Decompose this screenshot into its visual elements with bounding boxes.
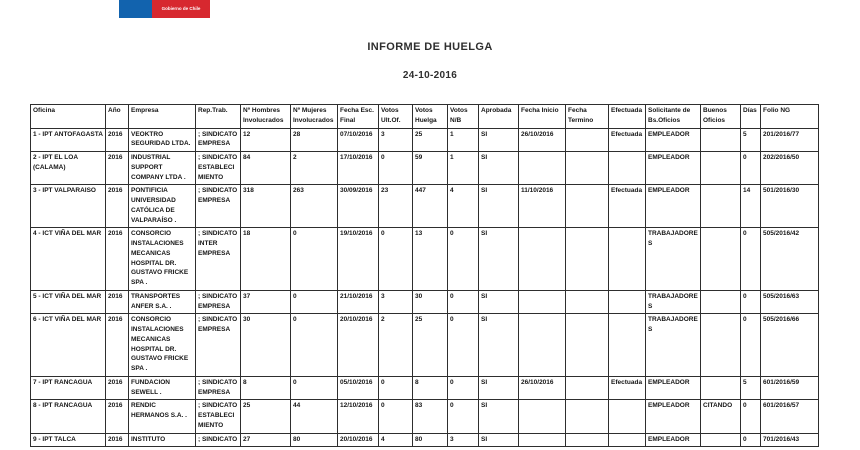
table-cell: 9 - IPT TALCA (31, 433, 106, 447)
table-cell: 0 (379, 376, 413, 400)
table-cell (701, 433, 741, 447)
table-cell: 2 (291, 152, 338, 185)
table-cell: ; SINDICATO EMPRESA (196, 376, 241, 400)
table-row (31, 314, 819, 377)
table-cell: 2016 (106, 228, 129, 291)
table-cell: ; SINDICATO INTER EMPRESA (196, 228, 241, 291)
table-cell: 1 - IPT ANTOFAGASTA (31, 128, 106, 152)
logo-red-block (152, 0, 210, 18)
column-header: Nº Mujeres Involucrados (291, 105, 338, 129)
table-cell (609, 314, 646, 377)
column-header: Efectuada (609, 105, 646, 129)
table-cell: 84 (241, 152, 291, 185)
table-row (31, 228, 819, 291)
table-cell: Efectuada (609, 185, 646, 228)
table-cell (519, 152, 566, 185)
table-cell: 26/10/2016 (519, 128, 566, 152)
table-cell (701, 314, 741, 377)
table-cell: 505/2016/66 (761, 314, 819, 377)
table-cell: 20/10/2016 (338, 314, 379, 377)
table-cell: 07/10/2016 (338, 128, 379, 152)
table-cell: 8 (413, 376, 448, 400)
table-cell: 25 (413, 314, 448, 377)
table-cell (701, 185, 741, 228)
column-header: Empresa (129, 105, 196, 129)
table-cell: 0 (741, 433, 761, 447)
table-cell (519, 228, 566, 291)
table-cell (519, 314, 566, 377)
table-cell: 5 (741, 128, 761, 152)
column-header: Votos Huelga (413, 105, 448, 129)
table-cell: 17/10/2016 (338, 152, 379, 185)
column-header: Solicitante de Bs.Oficios (646, 105, 701, 129)
column-header: Folio NG (761, 105, 819, 129)
table-cell: 601/2016/57 (761, 400, 819, 433)
table-cell: ; SINDICATO ESTABLECIMIENTO (196, 400, 241, 433)
table-cell (701, 290, 741, 314)
table-cell: 601/2016/59 (761, 376, 819, 400)
table-cell (566, 314, 609, 377)
table-cell: 2 (379, 314, 413, 377)
table-cell: TRABAJADORES (646, 228, 701, 291)
table-cell: 59 (413, 152, 448, 185)
table-cell: 1 (448, 152, 479, 185)
table-cell: 8 - IPT RANCAGUA (31, 400, 106, 433)
table-cell: 12 (241, 128, 291, 152)
table-cell: ; SINDICATO EMPRESA (196, 314, 241, 377)
report-table (30, 104, 819, 447)
table-row (31, 185, 819, 228)
gobierno-de-chile-logo (119, 0, 210, 18)
table-cell: 4 - ICT VIÑA DEL MAR (31, 228, 106, 291)
table-cell: 80 (291, 433, 338, 447)
table-cell: 0 (291, 228, 338, 291)
table-row (31, 433, 819, 447)
table-cell: 505/2016/42 (761, 228, 819, 291)
table-cell: 21/10/2016 (338, 290, 379, 314)
table-cell (566, 376, 609, 400)
table-cell: Efectuada (609, 128, 646, 152)
table-cell: 30 (413, 290, 448, 314)
table-cell: ; SINDICATO ESTABLECIMIENTO (196, 152, 241, 185)
table-cell: SI (479, 400, 519, 433)
table-cell: 0 (448, 376, 479, 400)
logo-blue-block (119, 0, 152, 18)
table-cell: 13 (413, 228, 448, 291)
table-cell: 2016 (106, 433, 129, 447)
table-cell: 30/09/2016 (338, 185, 379, 228)
table-cell: 2016 (106, 400, 129, 433)
column-header: Votos Ult.Of. (379, 105, 413, 129)
table-cell: 0 (741, 228, 761, 291)
table-cell: TRABAJADORES (646, 314, 701, 377)
table-cell (566, 290, 609, 314)
table-cell (566, 228, 609, 291)
table-cell: INDUSTRIAL SUPPORT COMPANY LTDA . (129, 152, 196, 185)
table-header-row (31, 105, 819, 129)
table-cell: CONSORCIO INSTALACIONES MECANICAS HOSPITAL DR. GUSTAVO FRICKE SPA . (129, 228, 196, 291)
table-cell: 8 (241, 376, 291, 400)
table-cell: 0 (741, 400, 761, 433)
table-cell (566, 185, 609, 228)
table-cell: 3 (379, 290, 413, 314)
table-cell: EMPLEADOR (646, 152, 701, 185)
table-cell (609, 290, 646, 314)
table-cell: SI (479, 290, 519, 314)
column-header: Rep.Trab. (196, 105, 241, 129)
table-cell: TRANSPORTES ANFER S.A. . (129, 290, 196, 314)
table-cell: 0 (448, 290, 479, 314)
table-cell: 447 (413, 185, 448, 228)
table-cell: EMPLEADOR (646, 185, 701, 228)
table-cell: 0 (448, 228, 479, 291)
table-row (31, 376, 819, 400)
table-cell: 83 (413, 400, 448, 433)
column-header: Fecha Esc. Final (338, 105, 379, 129)
table-cell: 23 (379, 185, 413, 228)
table-cell: Efectuada (609, 376, 646, 400)
table-cell: ; SINDICATO EMPRESA (196, 128, 241, 152)
table-cell (566, 400, 609, 433)
table-cell: ; SINDICATO EMPRESA (196, 290, 241, 314)
report-date: 24-10-2016 (402, 70, 458, 81)
table-cell: 44 (291, 400, 338, 433)
table-row (31, 290, 819, 314)
table-cell: CITANDO (701, 400, 741, 433)
table-cell: SI (479, 128, 519, 152)
table-cell: 20/10/2016 (338, 433, 379, 447)
table-cell (701, 228, 741, 291)
table-cell: EMPLEADOR (646, 128, 701, 152)
table-cell: 201/2016/77 (761, 128, 819, 152)
table-cell: 0 (291, 376, 338, 400)
table-cell: 2016 (106, 152, 129, 185)
table-row (31, 128, 819, 152)
table-cell: SI (479, 433, 519, 447)
table-cell: 28 (291, 128, 338, 152)
table-cell: 3 (448, 433, 479, 447)
table-header (31, 105, 819, 129)
table-cell: 701/2016/43 (761, 433, 819, 447)
table-cell: 4 (448, 185, 479, 228)
table-cell: SI (479, 228, 519, 291)
table-cell (566, 152, 609, 185)
table-cell: ; SINDICATO (196, 433, 241, 447)
column-header: Año (106, 105, 129, 129)
table-cell: 202/2016/50 (761, 152, 819, 185)
table-cell (609, 152, 646, 185)
table-cell: 2016 (106, 376, 129, 400)
table-cell: CONSORCIO INSTALACIONES MECANICAS HOSPITAL DR. GUSTAVO FRICKE SPA . (129, 314, 196, 377)
table-cell: 14 (741, 185, 761, 228)
table-cell: RENDIC HERMANOS S.A. . (129, 400, 196, 433)
table-row (31, 152, 819, 185)
table-cell: 2 - IPT EL LOA (CALAMA) (31, 152, 106, 185)
page-title: INFORME DE HUELGA (367, 41, 493, 53)
table-cell (701, 152, 741, 185)
table-cell: 0 (741, 314, 761, 377)
table-cell: 05/10/2016 (338, 376, 379, 400)
table-cell: 6 - ICT VIÑA DEL MAR (31, 314, 106, 377)
column-header: Aprobada (479, 105, 519, 129)
table-cell: 80 (413, 433, 448, 447)
table-cell: 263 (291, 185, 338, 228)
column-header: Buenos Oficios (701, 105, 741, 129)
table-cell: 318 (241, 185, 291, 228)
table-cell: 0 (741, 290, 761, 314)
table-cell: 0 (379, 152, 413, 185)
table-cell (519, 433, 566, 447)
table-cell: PONTIFICIA UNIVERSIDAD CATÓLICA DE VALPARAÍSO . (129, 185, 196, 228)
table-cell: 505/2016/63 (761, 290, 819, 314)
column-header: Fecha Termino (566, 105, 609, 129)
table-cell: 0 (448, 314, 479, 377)
table-cell: 37 (241, 290, 291, 314)
table-cell: 2016 (106, 290, 129, 314)
table-cell: 27 (241, 433, 291, 447)
table-cell: 0 (379, 228, 413, 291)
table-cell (566, 433, 609, 447)
table-cell (609, 400, 646, 433)
table-cell: VEOKTRO SEGURIDAD LTDA. (129, 128, 196, 152)
column-header: Oficina (31, 105, 106, 129)
table-cell (519, 400, 566, 433)
table-cell: 501/2016/30 (761, 185, 819, 228)
table-cell: 5 - ICT VIÑA DEL MAR (31, 290, 106, 314)
column-header: Votos N/B (448, 105, 479, 129)
table-cell: 19/10/2016 (338, 228, 379, 291)
table-cell: 0 (448, 400, 479, 433)
table-body (31, 128, 819, 447)
table-row (31, 400, 819, 433)
table-cell: 1 (448, 128, 479, 152)
table-cell: 3 (379, 128, 413, 152)
column-header: Fecha Inicio (519, 105, 566, 129)
column-header: Nº Hombres Involucrados (241, 105, 291, 129)
table-cell: 2016 (106, 314, 129, 377)
table-cell (519, 290, 566, 314)
table-cell (701, 376, 741, 400)
table-cell: FUNDACION SEWELL . (129, 376, 196, 400)
table-cell: SI (479, 314, 519, 377)
table-cell: 25 (413, 128, 448, 152)
table-cell: 7 - IPT RANCAGUA (31, 376, 106, 400)
table-cell: 11/10/2016 (519, 185, 566, 228)
table-cell (609, 433, 646, 447)
table-cell: SI (479, 152, 519, 185)
table-cell (701, 128, 741, 152)
table-cell: 26/10/2016 (519, 376, 566, 400)
table-cell: 2016 (106, 128, 129, 152)
table-cell (609, 228, 646, 291)
table-cell: TRABAJADORES (646, 290, 701, 314)
table-cell: 5 (741, 376, 761, 400)
table-cell: 0 (291, 314, 338, 377)
table-cell: 3 - IPT VALPARAISO (31, 185, 106, 228)
table-cell: 0 (741, 152, 761, 185)
table-cell: EMPLEADOR (646, 400, 701, 433)
table-cell: SI (479, 376, 519, 400)
table-cell: 4 (379, 433, 413, 447)
logo-brand-text: Gobierno de Chile (161, 5, 201, 11)
column-header: Días (741, 105, 761, 129)
table-cell: 18 (241, 228, 291, 291)
table-cell: 2016 (106, 185, 129, 228)
table-cell: ; SINDICATO EMPRESA (196, 185, 241, 228)
table-cell (566, 128, 609, 152)
table-cell: INSTITUTO (129, 433, 196, 447)
table-cell: 0 (291, 290, 338, 314)
table-cell: 30 (241, 314, 291, 377)
table-cell: 25 (241, 400, 291, 433)
table-cell: SI (479, 185, 519, 228)
table-cell: 12/10/2016 (338, 400, 379, 433)
table-cell: EMPLEADOR (646, 376, 701, 400)
table-cell: EMPLEADOR (646, 433, 701, 447)
table-cell: 0 (379, 400, 413, 433)
